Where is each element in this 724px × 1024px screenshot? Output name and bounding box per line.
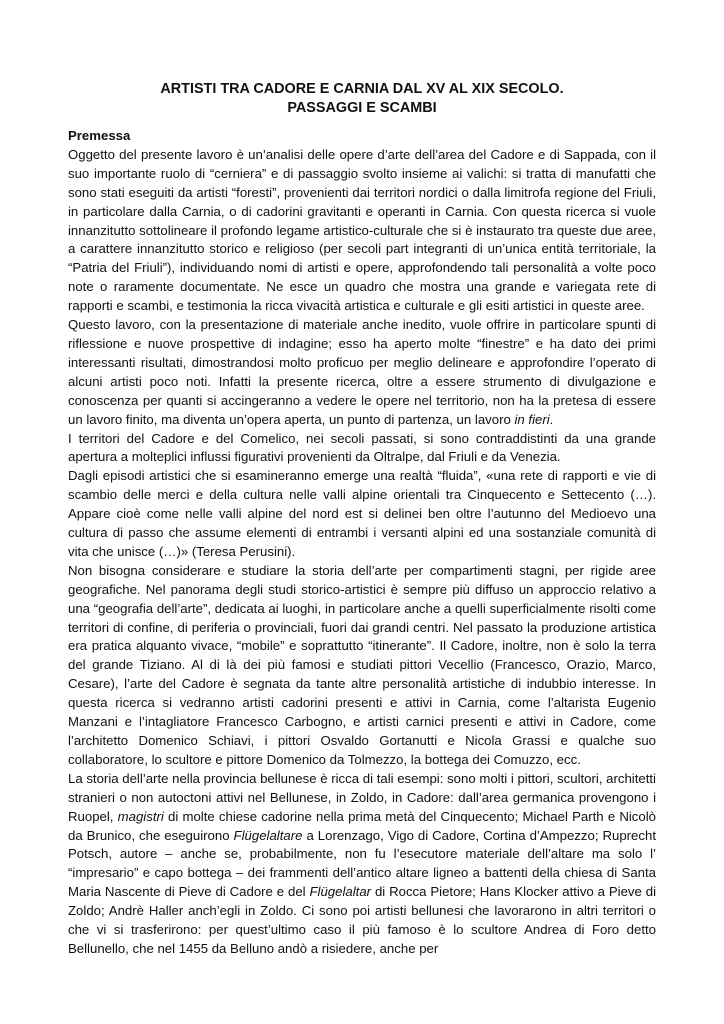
paragraph-text: di molte chiese cadorine nella prima metà del Cinquecento; Michael Parth e Nicolò da Brunico, che eseguirono	[68, 808, 656, 843]
paragraph-text: .	[549, 411, 554, 427]
paragraph-text: a Lorenzago, Vigo di Cadore, Cortina d’Ampezzo; Ruprecht Potsch, autore – anche se, probabilmente, non fu l’esecutore materiale dell’altare ma solo l’ “impresario” e capo bottega – dei frammenti dell’antico altare ligneo a battenti della chiesa di Santa Maria Nascente di Pieve di Cadore e del	[68, 827, 656, 900]
paragraph-text: Dagli episodi artistici che si esamineranno emerge una realtà “fluida”, «una rete di rapporti e vie di scambio delle merci e della cultura nelle valli alpine orientali tra Cinquecento e Settecento (…). Appare cioè come nelle valli alpine del nord est si delinei ben oltre l’autunno del Medioevo una cultura di passo che assume elementi di entrambi i versanti alpini ed una sostanziale comunità di vita che unisce (…)» (Teresa Perusini).	[68, 468, 656, 559]
paragraph-1	[68, 146, 656, 316]
paragraph-text: Questo lavoro, con la presentazione di materiale anche inedito, vuole offrire in particolare spunti di riflessione e nuove prospettive di indagine; esso ha aperto molte “finestre” e ha dato dei primi interessanti risultati, dimostrandosi molto proficuo per meglio delineare e approfondire l’operato di alcuni artisti poco noti. Infatti la presente ricerca, oltre a essere strumento di divulgazione e conoscenza per quanti si accingeranno a vedere le opere nel territorio, non ha la pretesa di essere un lavoro finito, ma diventa un’opera aperta, un punto di partenza, un lavoro	[68, 317, 656, 427]
italic-term: Flügelaltar	[309, 884, 372, 900]
italic-term: magistri	[117, 808, 164, 824]
document-title-line-2: PASSAGGI E SCAMBI	[287, 100, 437, 116]
section-heading: Premessa	[68, 128, 131, 143]
paragraph-text: Non bisogna considerare e studiare la storia dell’arte per compartimenti stagni, per rigide aree geografiche. Nel panorama degli studi storico-artistici è sempre più diffuso un approccio relativo a una “geografia dell’arte”, dedicata ai luoghi, in particolare anche a quelli superficialmente risolti come territori di confine, di periferia o provinciali, fuori dai grandi centri. Nel passato la produzione artistica era pratica alquanto vivace, “mobile” e soprattutto “itinerante”. Il Cadore, inoltre, non è solo la terra del grande Tiziano. Al di là dei più famosi e studiati pittori Vecellio (Francesco, Orazio, Marco, Cesare), l’arte del Cadore è segnata da tante altre personalità artistiche di indubbio interesse. In questa ricerca si vedranno artisti cadorini presenti e attivi in Carnia, come l’altarista Eugenio Manzani e l’intagliatore Francesco Carbogno, e artisti carnici presenti e attivi in Cadore, come l’architetto Domenico Schiavi, i pittori Osvaldo Gortanutti e Nicola Grassi e qualche suo collaboratore, lo scultore e pittore Domenico da Tolmezzo, la bottega dei Comuzzo, ecc.	[68, 562, 656, 767]
paragraph-text: Oggetto del presente lavoro è un’analisi delle opere d’arte dell’area del Cadore e di Sappada, con il suo importante ruolo di “cerniera” e di passaggio svolto insieme ai valichi: si tratta di manufatti che sono stati eseguiti da artisti “foresti”, provenienti dai territori nordici o dalla limitrofa regione del Friuli, in particolare dalla Carnia, o di cadorini gravitanti e operanti in Carnia. Con questa ricerca si vuole innanzitutto sottolineare il profondo legame artistico-culturale che si è instaurato tra queste due aree, a carattere innanzitutto storico e religioso (per secoli part integranti di un’unica entità territoriale, la “Patria del Friuli”), individuando nomi di artisti e opere, approfondendo tali personalità a volte poco note o raramente documentate. Ne esce un quadro che mostra una grande e variegata rete di rapporti e scambi, e testimonia la ricca vivacità artistica e culturale e gli esiti artistici in queste aree.	[68, 146, 656, 314]
paragraph-3	[68, 430, 656, 468]
paragraph-text: di Rocca Pietore; Hans Klocker attivo a Pieve di Zoldo; Andrè Haller anch’egli in Zoldo. Ci sono poi artisti bellunesi che lavorarono in altri territori o che vi si trasferirono: per quest’ultimo caso il più famoso è lo scultore Andrea di Foro detto Bellunello, che nel 1455 da Belluno andò a risiedere, anche per	[68, 884, 656, 956]
document-title-line-1: ARTISTI TRA CADORE E CARNIA DAL XV AL XIX SECOLO.	[160, 81, 564, 97]
paragraph-text: I territori del Cadore e del Comelico, nei secoli passati, si sono contraddistinti da una grande apertura a molteplici influssi figurativi provenienti da Oltralpe, dal Friuli e da Venezia.	[68, 430, 656, 465]
paragraph-5	[68, 562, 656, 770]
italic-term: Flügelaltare	[233, 827, 303, 843]
paragraph-text: La storia dell’arte nella provincia bellunese è ricca di tali esempi: sono molti i pittori, scultori, architetti stranieri o non autoctoni attivi nel Bellunese, in Zoldo, in Cadore: dall’area germanica provengono i Ruopel,	[68, 770, 656, 824]
paragraph-6	[68, 770, 656, 959]
document-body	[68, 127, 656, 959]
paragraph-2	[68, 316, 656, 429]
paragraph-4	[68, 467, 656, 562]
italic-term: in fieri	[514, 411, 550, 427]
